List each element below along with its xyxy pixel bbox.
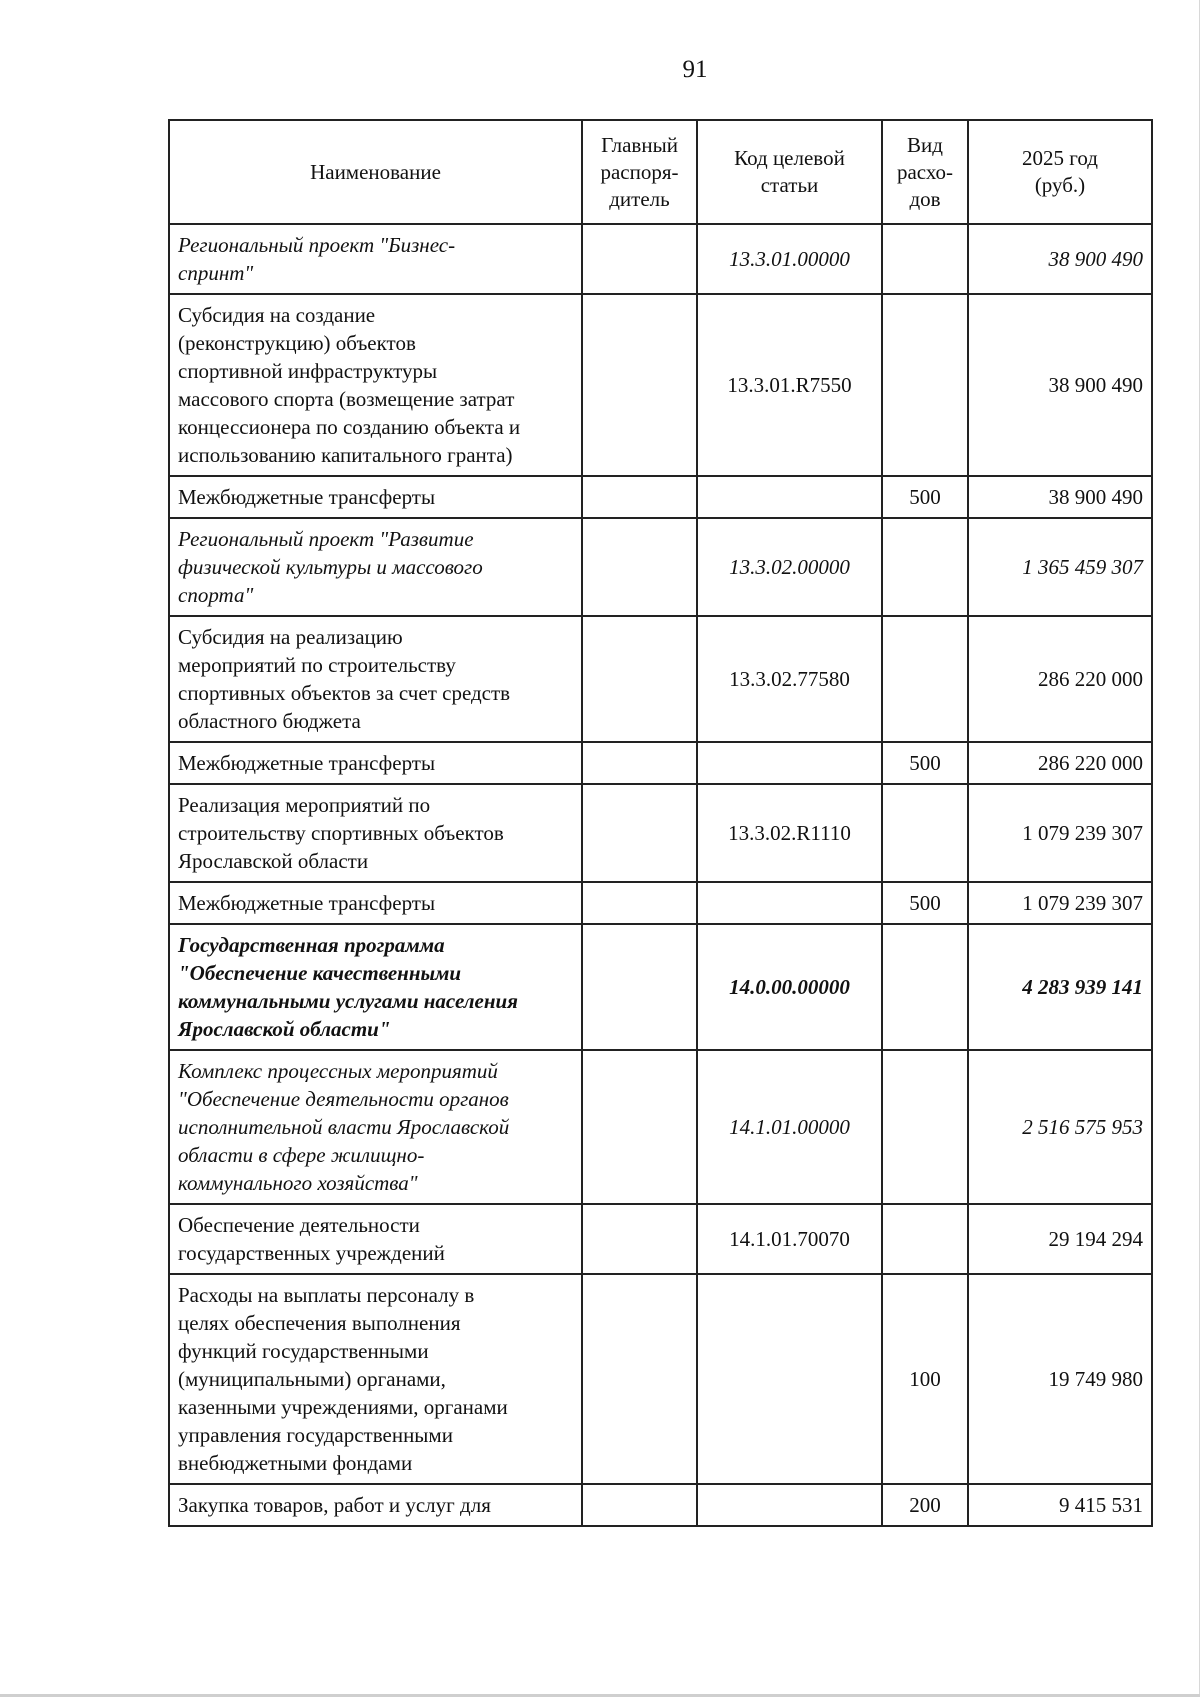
row-name-cell: Государственная программа "Обеспечение качественными коммунальными услугами населения Ярославской области" — [169, 924, 582, 1050]
header-name: Наименование — [169, 120, 582, 224]
header-expense-type: Вид расхо- дов — [882, 120, 968, 224]
row-main-manager-cell — [582, 1050, 697, 1204]
row-target-code-cell — [697, 882, 882, 924]
budget-table — [168, 119, 1153, 1527]
row-amount-cell: 38 900 490 — [968, 294, 1152, 476]
row-expense-type-cell: 500 — [882, 882, 968, 924]
row-amount-cell: 19 749 980 — [968, 1274, 1152, 1484]
row-name-cell: Закупка товаров, работ и услуг для — [169, 1484, 582, 1526]
table-row — [169, 518, 1152, 616]
table-row — [169, 784, 1152, 882]
row-main-manager-cell — [582, 742, 697, 784]
row-target-code-cell: 13.3.02.77580 — [697, 616, 882, 742]
table-row — [169, 476, 1152, 518]
table-header-row — [169, 120, 1152, 224]
row-name-cell: Расходы на выплаты персоналу в целях обеспечения выполнения функций государственными (муниципальными) органами, казенными учреждениями, органами управления государственными внебюджетными фондами — [169, 1274, 582, 1484]
header-main-manager: Главный распоря- дитель — [582, 120, 697, 224]
row-expense-type-cell — [882, 924, 968, 1050]
row-main-manager-cell — [582, 224, 697, 294]
row-main-manager-cell — [582, 518, 697, 616]
row-name-cell: Реализация мероприятий по строительству спортивных объектов Ярославской области — [169, 784, 582, 882]
row-amount-cell: 1 079 239 307 — [968, 882, 1152, 924]
table-row — [169, 616, 1152, 742]
row-name-cell: Комплекс процессных мероприятий "Обеспечение деятельности органов исполнительной власти Ярославской области в сфере жилищно- коммунального хозяйства" — [169, 1050, 582, 1204]
row-expense-type-cell — [882, 294, 968, 476]
table-row — [169, 924, 1152, 1050]
row-expense-type-cell: 500 — [882, 476, 968, 518]
row-main-manager-cell — [582, 294, 697, 476]
row-expense-type-cell — [882, 784, 968, 882]
table-row — [169, 1050, 1152, 1204]
row-target-code-cell: 13.3.02.00000 — [697, 518, 882, 616]
row-expense-type-cell — [882, 1204, 968, 1274]
row-target-code-cell: 14.1.01.00000 — [697, 1050, 882, 1204]
row-name-cell: Субсидия на реализацию мероприятий по строительству спортивных объектов за счет средств областного бюджета — [169, 616, 582, 742]
row-amount-cell: 29 194 294 — [968, 1204, 1152, 1274]
row-target-code-cell: 13.3.01.00000 — [697, 224, 882, 294]
row-target-code-cell — [697, 476, 882, 518]
row-main-manager-cell — [582, 476, 697, 518]
row-target-code-cell — [697, 1484, 882, 1526]
row-target-code-cell: 14.1.01.70070 — [697, 1204, 882, 1274]
row-main-manager-cell — [582, 882, 697, 924]
row-target-code-cell — [697, 742, 882, 784]
row-expense-type-cell: 200 — [882, 1484, 968, 1526]
header-year: 2025 год (руб.) — [968, 120, 1152, 224]
row-target-code-cell: 14.0.00.00000 — [697, 924, 882, 1050]
row-main-manager-cell — [582, 1274, 697, 1484]
row-amount-cell: 1 079 239 307 — [968, 784, 1152, 882]
row-amount-cell: 4 283 939 141 — [968, 924, 1152, 1050]
table-row — [169, 882, 1152, 924]
row-target-code-cell — [697, 1274, 882, 1484]
header-target-code: Код целевой статьи — [697, 120, 882, 224]
row-expense-type-cell — [882, 616, 968, 742]
row-amount-cell: 9 415 531 — [968, 1484, 1152, 1526]
row-amount-cell: 286 220 000 — [968, 616, 1152, 742]
row-name-cell: Межбюджетные трансферты — [169, 742, 582, 784]
row-name-cell: Региональный проект "Развитие физической культуры и массового спорта" — [169, 518, 582, 616]
row-expense-type-cell: 500 — [882, 742, 968, 784]
row-target-code-cell: 13.3.01.R7550 — [697, 294, 882, 476]
row-expense-type-cell: 100 — [882, 1274, 968, 1484]
row-main-manager-cell — [582, 784, 697, 882]
table-body — [169, 224, 1152, 1526]
row-amount-cell: 38 900 490 — [968, 476, 1152, 518]
row-name-cell: Межбюджетные трансферты — [169, 476, 582, 518]
table-row — [169, 224, 1152, 294]
row-target-code-cell: 13.3.02.R1110 — [697, 784, 882, 882]
row-expense-type-cell — [882, 224, 968, 294]
row-main-manager-cell — [582, 1484, 697, 1526]
row-amount-cell: 286 220 000 — [968, 742, 1152, 784]
table-row — [169, 1204, 1152, 1274]
row-name-cell: Обеспечение деятельности государственных учреждений — [169, 1204, 582, 1274]
row-name-cell: Субсидия на создание (реконструкцию) объектов спортивной инфраструктуры массового спорта (возмещение затрат концессионера по созданию объекта и использованию капитального гранта) — [169, 294, 582, 476]
row-main-manager-cell — [582, 616, 697, 742]
row-amount-cell: 38 900 490 — [968, 224, 1152, 294]
row-name-cell: Региональный проект "Бизнес- спринт" — [169, 224, 582, 294]
row-amount-cell: 1 365 459 307 — [968, 518, 1152, 616]
row-amount-cell: 2 516 575 953 — [968, 1050, 1152, 1204]
table-row — [169, 294, 1152, 476]
row-main-manager-cell — [582, 924, 697, 1050]
row-expense-type-cell — [882, 518, 968, 616]
table-row — [169, 1484, 1152, 1526]
row-main-manager-cell — [582, 1204, 697, 1274]
page-number: 91 — [682, 56, 708, 83]
table-row — [169, 1274, 1152, 1484]
row-expense-type-cell — [882, 1050, 968, 1204]
table-row — [169, 742, 1152, 784]
row-name-cell: Межбюджетные трансферты — [169, 882, 582, 924]
